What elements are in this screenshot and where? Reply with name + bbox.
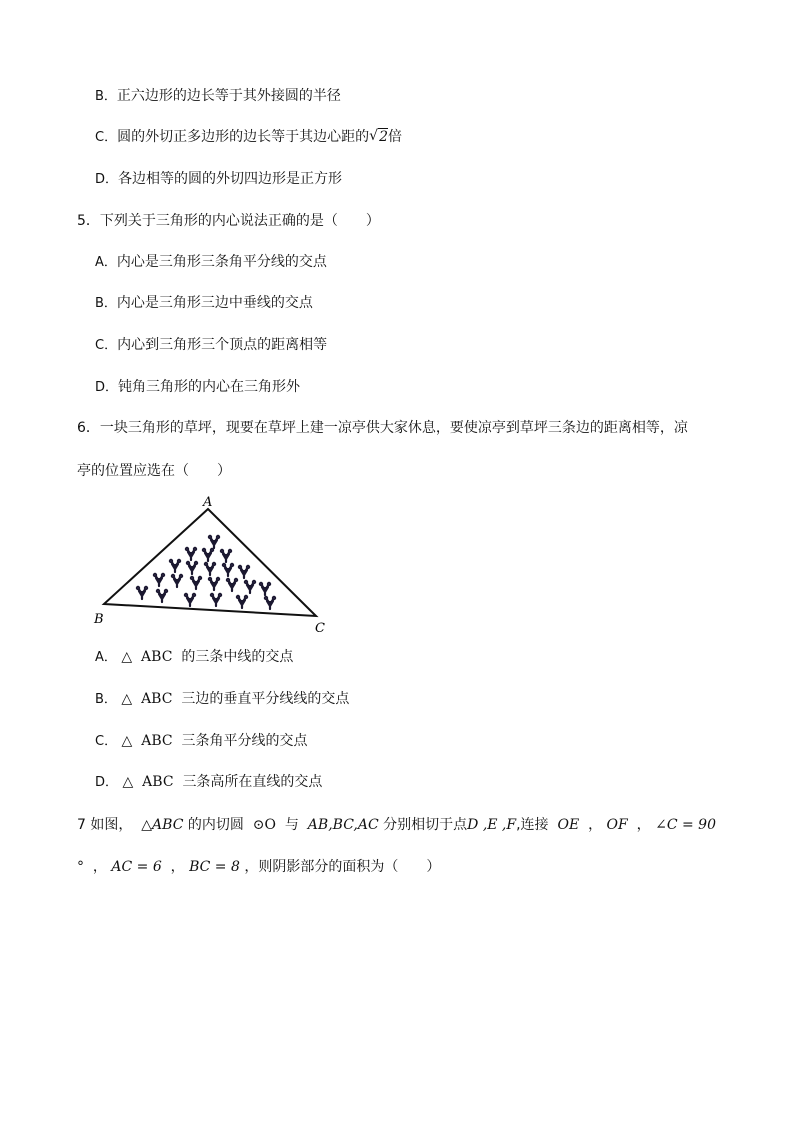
q5-option-b bbox=[95, 293, 313, 314]
q7-tail: ，则阴影部分的面积为（ ） bbox=[244, 859, 441, 875]
triangle-outline bbox=[104, 509, 316, 616]
q7-line1 bbox=[77, 815, 716, 835]
option-letter: D． bbox=[95, 380, 119, 395]
abc-label: ABC bbox=[141, 691, 173, 707]
q7-text-2: 与 bbox=[284, 817, 299, 833]
abc-label: ABC bbox=[142, 774, 174, 790]
sqrt-radical-icon: √ bbox=[369, 128, 378, 144]
option-letter: C． bbox=[95, 734, 118, 749]
q7-line2 bbox=[77, 857, 440, 877]
option-letter: B． bbox=[95, 89, 117, 104]
q7-text-4: ,连接 bbox=[516, 817, 549, 833]
option-letter: B． bbox=[95, 296, 117, 311]
q6-option-c bbox=[95, 731, 308, 752]
q5-option-d bbox=[95, 377, 300, 398]
bc-value: BC = 8 bbox=[189, 859, 240, 875]
label-c: C bbox=[315, 621, 325, 636]
comma: ， bbox=[636, 817, 651, 833]
option-letter: B． bbox=[95, 692, 117, 707]
triangle-abc: △ABC bbox=[141, 817, 184, 833]
option-letter: C． bbox=[95, 338, 118, 353]
grass-tuft-icon bbox=[171, 574, 182, 587]
option-text: 三条角平分线的交点 bbox=[181, 733, 308, 749]
option-text: 三条高所在直线的交点 bbox=[182, 774, 323, 790]
sqrt-value: 2 bbox=[379, 129, 388, 145]
q7-text-3: 分别相切于点 bbox=[383, 817, 468, 833]
label-a: A bbox=[203, 495, 213, 510]
grass-tuft-icon bbox=[264, 596, 275, 609]
grass-tuft-icon bbox=[185, 547, 196, 560]
q4-option-c bbox=[95, 127, 402, 148]
triangle-symbol: △ bbox=[121, 733, 133, 749]
q6-option-d bbox=[95, 772, 322, 793]
label-b: B bbox=[94, 612, 104, 627]
comma: ， bbox=[588, 817, 603, 833]
triangle-symbol: △ bbox=[122, 774, 134, 790]
grass-tuft-icon bbox=[210, 593, 221, 606]
grass-tuft-icon bbox=[202, 548, 213, 561]
comma: ， bbox=[92, 859, 107, 875]
grass-tuft-icon bbox=[186, 561, 197, 574]
q5-option-c bbox=[95, 335, 327, 356]
option-text: 内心是三角形三条角平分线的交点 bbox=[116, 254, 327, 270]
grass-tuft-icon bbox=[169, 559, 180, 572]
lawn-triangle-figure bbox=[90, 492, 335, 637]
grass-tuft-icon bbox=[136, 586, 147, 599]
option-text: 内心是三角形三边中垂线的交点 bbox=[116, 295, 313, 311]
abc-label: ABC bbox=[141, 733, 173, 749]
abc-label: ABC bbox=[141, 649, 173, 665]
grass-tuft-icon bbox=[208, 535, 219, 548]
q7-prefix: 7 如图， bbox=[77, 817, 133, 833]
option-text: 正六边形的边长等于其外接圆的半径 bbox=[116, 88, 341, 104]
grass-tufts bbox=[136, 535, 275, 609]
q4-option-d bbox=[95, 169, 342, 190]
grass-tuft-icon bbox=[208, 577, 219, 590]
grass-tuft-icon bbox=[238, 565, 249, 578]
option-letter: C． bbox=[95, 130, 118, 145]
q6-option-b bbox=[95, 689, 349, 710]
triangle-symbol: △ bbox=[121, 649, 133, 665]
grass-tuft-icon bbox=[222, 563, 233, 576]
comma: ， bbox=[170, 859, 185, 875]
grass-tuft-icon bbox=[153, 573, 164, 586]
q4-option-b bbox=[95, 86, 341, 107]
option-text: 内心到三角形三个顶点的距离相等 bbox=[117, 337, 328, 353]
option-letter: D． bbox=[95, 775, 119, 790]
ac-value: AC = 6 bbox=[111, 859, 162, 875]
option-text: 钝角三角形的内心在三角形外 bbox=[118, 379, 301, 395]
option-text: 各边相等的圆的外切四边形是正方形 bbox=[118, 171, 343, 187]
grass-tuft-icon bbox=[204, 562, 215, 575]
option-text: 圆的外切正多边形的边长等于其边心距的 bbox=[117, 129, 370, 145]
grass-tuft-icon bbox=[226, 578, 237, 591]
grass-tuft-icon bbox=[244, 580, 255, 593]
option-text: 三边的垂直平分线线的交点 bbox=[181, 691, 350, 707]
segment-of: OF bbox=[606, 817, 628, 833]
grass-tuft-icon bbox=[156, 589, 167, 602]
q5-stem: 5．下列关于三角形的内心说法正确的是（ ） bbox=[77, 213, 380, 229]
option-letter: D． bbox=[95, 172, 119, 187]
segment-oe: OE bbox=[557, 817, 580, 833]
grass-tuft-icon bbox=[190, 576, 201, 589]
option-text: 的三条中线的交点 bbox=[181, 649, 294, 665]
grass-tuft-icon bbox=[259, 582, 270, 595]
sqrt-expression bbox=[369, 127, 388, 147]
circle-o: ⊙O bbox=[252, 817, 276, 833]
q6-stem-line1: 6．一块三角形的草坪，现要在草坪上建一凉亭供大家休息，要使凉亭到草坪三条边的距离相等，凉 bbox=[77, 420, 688, 436]
grass-tuft-icon bbox=[184, 593, 195, 606]
q7-text-1: 的内切圆 bbox=[187, 817, 244, 833]
option-text-tail: 倍 bbox=[388, 129, 402, 145]
q6-stem-line2: 亭的位置应选在（ ） bbox=[77, 463, 231, 479]
q6-option-a bbox=[95, 647, 293, 668]
triangle-symbol: △ bbox=[121, 691, 133, 707]
option-letter: A． bbox=[95, 650, 117, 665]
sides-list: AB,BC,AC bbox=[307, 817, 379, 833]
q5-option-a bbox=[95, 252, 327, 273]
grass-tuft-icon bbox=[220, 549, 231, 562]
grass-tuft-icon bbox=[236, 595, 247, 608]
angle-c: ∠C = 90 bbox=[655, 817, 716, 833]
option-letter: A． bbox=[95, 255, 117, 270]
degree-symbol: ° bbox=[77, 859, 84, 875]
tangent-points: D ,E ,F bbox=[467, 817, 517, 833]
